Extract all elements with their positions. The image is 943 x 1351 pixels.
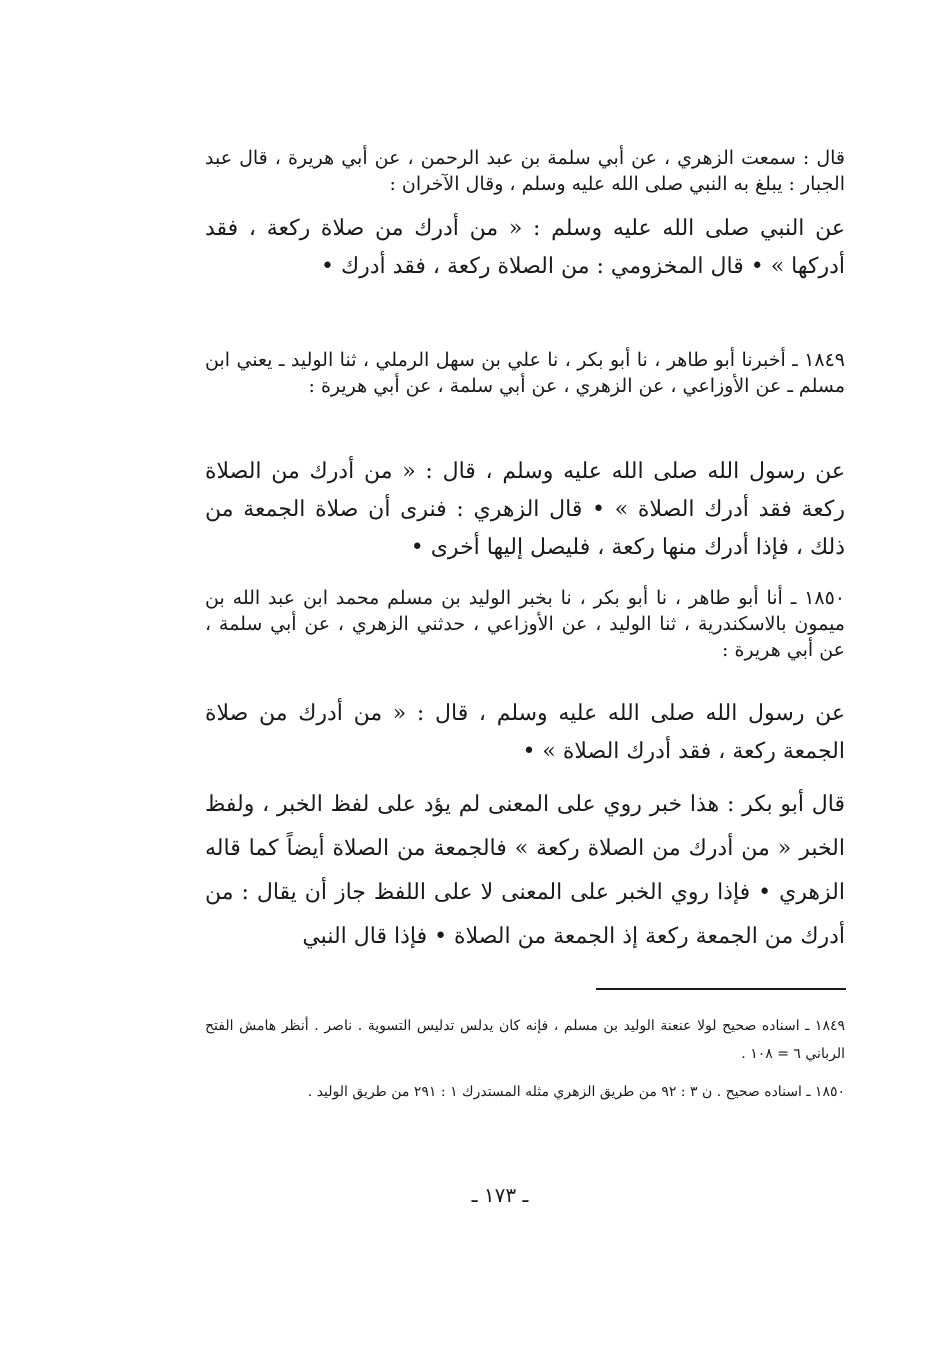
footnote-1849: ١٨٤٩ ـ اسناده صحيح لولا عنعنة الوليد بن مسلم ، فإنه كان يدلس تدليس التسوية . ناصر . أنظر هامش الفتح الرباني ٦ = ١٠٨ . xyxy=(205,1018,845,1062)
hadith-1850-matn: عن رسول الله صلى الله عليه وسلم ، قال : « من أدرك من صلاة الجمعة ركعة ، فقد أدرك الصلاة » • xyxy=(205,701,845,764)
hadith-1849-isnad: ١٨٤٩ ـ أخبرنا أبو طاهر ، نا أبو بكر ، نا علي بن سهل الرملي ، ثنا الوليد ـ يعني ابن مسلم ـ عن الأوزاعي ، عن الزهري ، عن أبي سلمة ، عن أبي هريرة : xyxy=(205,349,845,397)
hadith-1849-matn: عن رسول الله صلى الله عليه وسلم ، قال : « من أدرك من الصلاة ركعة فقد أدرك الصلاة » • قال الزهري : فنرى أن صلاة الجمعة من ذلك ، فإذا أدرك منها ركعة ، فليصل إليها أخرى • xyxy=(205,459,845,560)
passage-isnad: قال : سمعت الزهري ، عن أبي سلمة بن عبد الرحمن ، عن أبي هريرة ، قال عبد الجبار : يبلغ به النبي صلى الله عليه وسلم ، وقال الآخران : xyxy=(205,147,845,195)
footnote-divider xyxy=(596,988,846,990)
commentary-paragraph: قال أبو بكر : هذا خبر روي على المعنى لم يؤد على لفظ الخبر ، ولفظ الخبر « من أدرك من الصلاة ركعة » فالجمعة من الصلاة أيضاً كما قاله الزهري • فإذا روي الخبر على المعنى لا على اللفظ جاز أن يقال : من أدرك من الجمعة ركعة إذ الجمعة من الصلاة • فإذا قال النبي xyxy=(205,792,845,949)
footnotes xyxy=(205,1012,845,1136)
footnote-1850: ١٨٥٠ ـ اسناده صحيح . ن ٣ : ٩٢ من طريق الزهري مثله المستدرك ١ : ٢٩١ من طريق الوليد . xyxy=(307,1084,845,1100)
hadith-1850-isnad: ١٨٥٠ ـ أنا أبو طاهر ، نا أبو بكر ، نا بخبر الوليد بن مسلم محمد ابن عبد الله بن ميمون بالاسكندرية ، ثنا الوليد ، عن الأوزاعي ، حدثني الزهري ، عن أبي سلمة ، عن أبي هريرة : xyxy=(205,587,845,661)
passage-matn: عن النبي صلى الله عليه وسلم : « من أدرك من صلاة ركعة ، فقد أدركها » • قال المخزومي : من الصلاة ركعة ، فقد أدرك • xyxy=(205,216,845,279)
page-number: ـ ١٧٣ ـ xyxy=(471,1183,529,1207)
